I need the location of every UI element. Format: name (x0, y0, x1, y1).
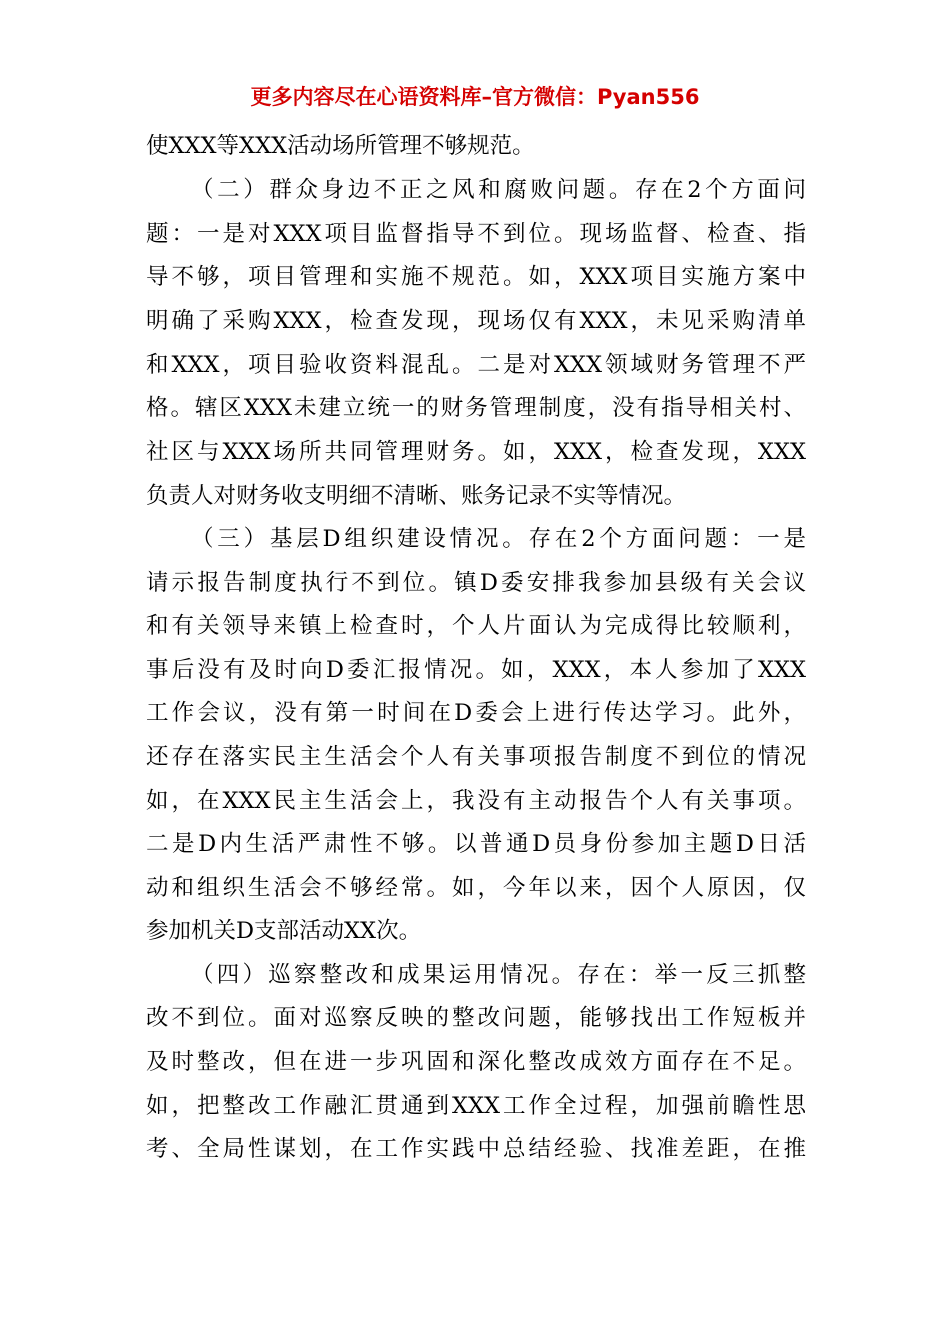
text-line: 明确了采购XXX，检查发现，现场仅有XXX，未见采购清单 (146, 308, 806, 334)
text-line: 改不到位。面对巡察反映的整改问题，能够找出工作短板并 (146, 1005, 806, 1031)
text-line: 还存在落实民主生活会个人有关事项报告制度不到位的情况 (146, 744, 806, 770)
text-line: 和XXX，项目验收资料混乱。二是对XXX领域财务管理不严 (146, 352, 806, 378)
text-line: （三）基层D组织建设情况。存在2个方面问题：一是 (191, 526, 806, 552)
text-line: 动和组织生活会不够经常。如，今年以来，因个人原因，仅 (146, 875, 806, 901)
text-line: 工作会议，没有第一时间在D委会上进行传达学习。此外， (146, 700, 806, 726)
text-line: 请示报告制度执行不到位。镇D委安排我参加县级有关会议 (146, 570, 806, 596)
text-line: 和有关领导来镇上检查时，个人片面认为完成得比较顺利， (146, 613, 806, 639)
text-line: 参加机关D支部活动XX次。 (146, 918, 422, 944)
text-line: 使XXX等XXX活动场所管理不够规范。 (146, 133, 535, 159)
text-line: 二是D内生活严肃性不够。以普通D员身份参加主题D日活 (146, 831, 806, 857)
text-line: 考、全局性谋划，在工作实践中总结经验、找准差距，在推 (146, 1136, 806, 1162)
text-line: （四）巡察整改和成果运用情况。存在：举一反三抓整 (191, 962, 806, 988)
text-line: 导不够，项目管理和实施不规范。如，XXX项目实施方案中 (146, 264, 806, 290)
text-line: 及时整改，但在进一步巩固和深化整改成效方面存在不足。 (146, 1049, 806, 1075)
text-line: 如，把整改工作融汇贯通到XXX工作全过程，加强前瞻性思 (146, 1093, 806, 1119)
text-line: 格。辖区XXX未建立统一的财务管理制度，没有指导相关村、 (146, 395, 806, 421)
text-line: 负责人对财务收支明细不清晰、账务记录不实等情况。 (146, 483, 687, 509)
text-line: 社区与XXX场所共同管理财务。如，XXX，检查发现，XXX (146, 439, 806, 465)
watermark-header: 更多内容尽在心语资料库–官方微信：Pyan556 (250, 85, 700, 109)
text-line: 如，在XXX民主生活会上，我没有主动报告个人有关事项。 (146, 788, 806, 814)
text-line: 题：一是对XXX项目监督指导不到位。现场监督、检查、指 (146, 221, 806, 247)
text-line: 事后没有及时向D委汇报情况。如，XXX，本人参加了XXX (146, 657, 806, 683)
text-line: （二）群众身边不正之风和腐败问题。存在2个方面问 (191, 177, 806, 203)
